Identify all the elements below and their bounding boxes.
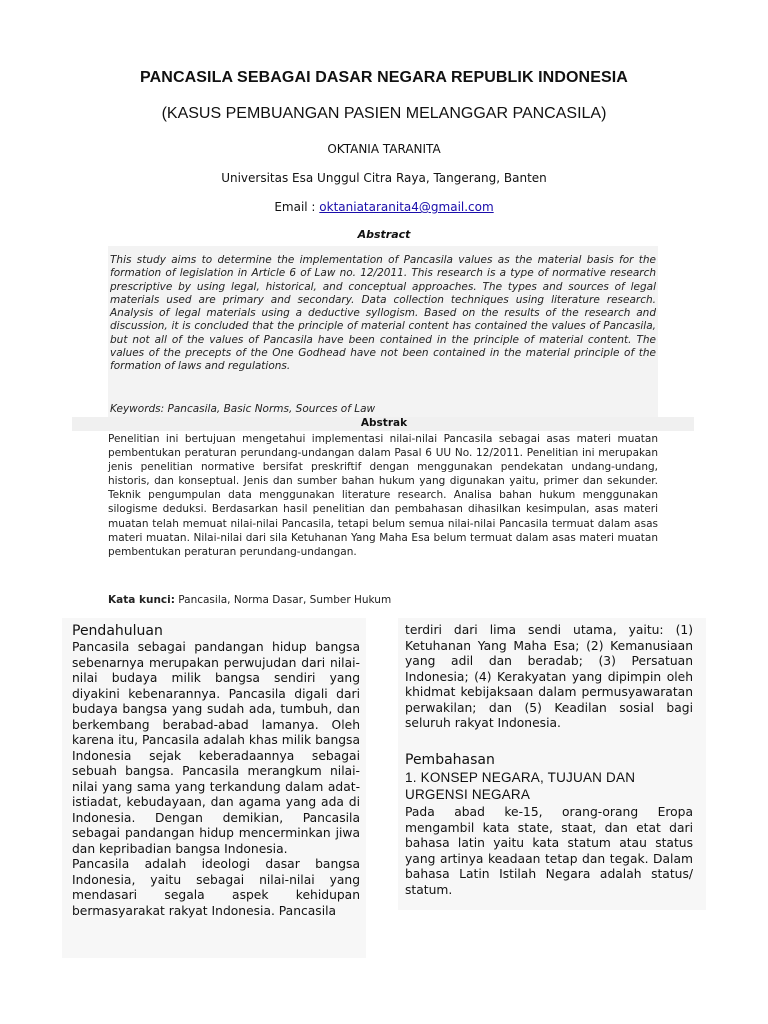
paragraph-pendahuluan-1: Pancasila sebagai pandangan hidup bangsa sebenarnya merupakan perwujudan dari nilai-nilai budaya milik bangsa sendiri yang diyakini kebenarannya. Pancasila digali dari budaya bangsa yang sudah ada, tumbuh, dan berkembang berabad-abad lamanya. Oleh karena itu, Pancasila adalah khas milik bangsa Indonesia sejak keberadaannya sebagai sebuah bangsa. Pancasila merangkum nilai-nilai yang sama yang terkandung dalam adat-istiadat, kebudayaan, dan agama yang ada di Indonesia. Dengan demikian, Pancasila sebagai pandangan hidup mencerminkan jiwa dan kepribadian bangsa Indonesia. <box>72 640 360 856</box>
author-name: OKTANIA TARANITA <box>327 142 441 156</box>
abstract-keywords: Keywords: Pancasila, Basic Norms, Sources of Law <box>110 403 376 415</box>
subsection-heading-konsep-negara: 1. KONSEP NEGARA, TUJUAN DAN URGENSI NEGARA <box>405 770 636 802</box>
kata-kunci-values: Pancasila, Norma Dasar, Sumber Hukum <box>174 594 392 606</box>
paragraph-pendahuluan-2: Pancasila adalah ideologi dasar bangsa Indonesia, yaitu sebagai nilai-nilai yang mendasari segala aspek kehidupan bermasyarakat rakyat Indonesia. Pancasila <box>72 857 360 918</box>
paper-title: PANCASILA SEBAGAI DASAR NEGARA REPUBLIK INDONESIA <box>140 69 628 86</box>
abstract-text: This study aims to determine the implementation of Pancasila values as the material basis for the formation of legislation in Article 6 of Law no. 12/2011. This research is a type of normative research prescriptive by using legal, historical, and conceptual approaches. The types and sources of legal materials used are primary and secondary. Data collection techniques using literature research. Analysis of legal materials using a deductive syllogism. Based on the results of the research and discussion, it is concluded that the principle of material content has contained the values of Pancasila, but not all of the values of Pancasila have been contained in the principle of material content. The values of the precepts of the One Godhead have not been contained in the material principle of the formation of laws and regulations. <box>110 254 656 373</box>
section-heading-pendahuluan: Pendahuluan <box>72 623 163 639</box>
kata-kunci-label: Kata kunci: <box>108 594 175 606</box>
paragraph-pembahasan-1: Pada abad ke-15, orang-orang Eropa mengambil kata state, staat, dan etat dari bahasa latin yaitu kata statum atau status yang artinya keadaan tetap dan tegak. Dalam bahasa Latin Istilah Negara adalah status/ statum. <box>405 805 693 897</box>
email-label: Email : <box>274 200 320 214</box>
section-heading-pembahasan: Pembahasan <box>405 752 495 768</box>
abstrak-text: Penelitian ini bertujuan mengetahui implementasi nilai-nilai Pancasila sebagai asas materi muatan pembentukan peraturan perundang-undangan dalam Pasal 6 UU No. 12/2011. Penelitian ini merupakan jenis penelitian normative bersifat preskriftif dengan menggunakan pendekatan undang-undang, historis, dan konseptual. Jenis dan sumber bahan hukum yang digunakan yaitu, primer dan sekunder. Teknik pengumpulan data menggunakan literature research. Analisa bahan hukum menggunakan silogisme deduksi. Berdasarkan hasil penelitian dan pembahasan dihasilkan kesimpulan, asas materi muatan telah memuat nilai-nilai Pancasila, tetapi belum semua nilai-nilai Pancasila termuat dalam asas materi muatan. Nilai-nilai dari sila Ketuhanan Yang Maha Esa belum termuat dalam asas materi muatan pembentukan peraturan perundang-undangan. <box>108 433 658 558</box>
abstract-heading: Abstract <box>357 228 411 241</box>
abstrak-keywords <box>108 594 658 606</box>
author-email-line <box>60 200 708 214</box>
paragraph-sendi-utama: terdiri dari lima sendi utama, yaitu: (1) Ketuhanan Yang Maha Esa; (2) Kemanusiaan yang adil dan beradab; (3) Persatuan Indonesia; (4) Kerakyatan yang dipimpin oleh khidmat kebijaksaan dalam permusyawaratan perwakilan; dan (5) Keadilan sosial bagi seluruh rakyat Indonesia. <box>405 623 693 730</box>
right-column-text-bottom <box>405 805 693 898</box>
paper-subtitle: (KASUS PEMBUANGAN PASIEN MELANGGAR PANCASILA) <box>161 105 607 122</box>
email-link[interactable]: oktaniataranita4@gmail.com <box>319 200 494 214</box>
author-affiliation: Universitas Esa Unggul Citra Raya, Tangerang, Banten <box>221 171 547 185</box>
abstrak-heading: Abstrak <box>360 417 408 429</box>
left-column-text <box>72 640 360 919</box>
right-column-text-top <box>405 623 693 732</box>
